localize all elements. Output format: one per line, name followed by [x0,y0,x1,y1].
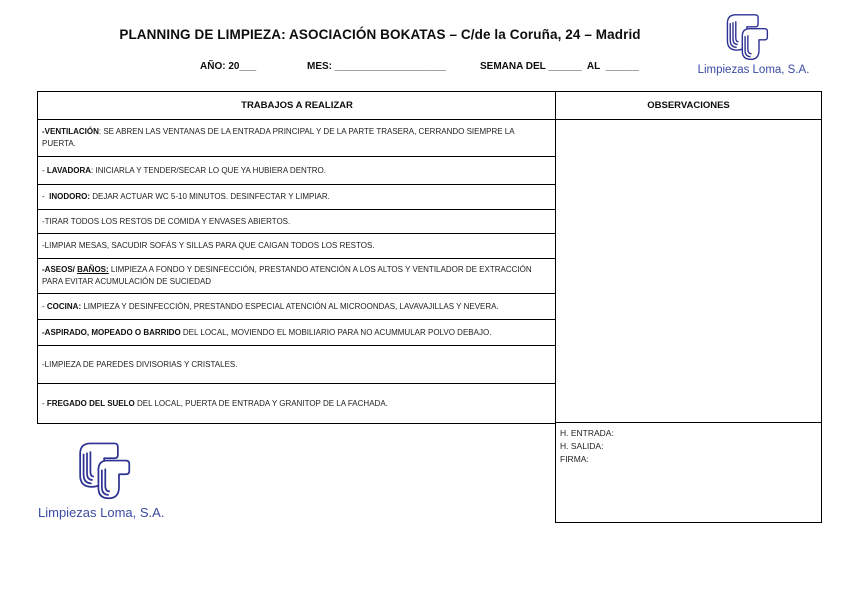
task-row: - FREGADO DEL SUELO DEL LOCAL, PUERTA DE ENTRADA Y GRANITOP DE LA FACHADA. [42,398,388,408]
signoff-line: FIRMA: [560,454,589,464]
company-name: Limpiezas Loma, S.A. [697,64,810,76]
week-field: SEMANA DEL ______ AL ______ [480,61,639,72]
signoff-cell [556,423,821,522]
task-row: - INODORO: DEJAR ACTUAR WC 5-10 MINUTOS. DESINFECTAR Y LIMPIAR. [38,185,556,210]
observations-cell [556,120,821,423]
task-row: -VENTILACIÓN: SE ABREN LAS VENTANAS DE LA ENTRADA PRINCIPAL Y DE LA PARTE TRASERA, CERRANDO SIEMPRE LA PUERTA. [38,120,556,157]
task-row: - LAVADORA: INICIARLA Y TENDER/SECAR LO QUE YA HUBIERA DENTRO. [38,157,556,185]
task-row: -ASEOS/ BAÑOS: LIMPIEZA A FONDO Y DESINFECCIÓN, PRESTANDO ATENCIÓN A LOS ALTOS Y VENTILADOR DE EXTRACCIÓN PARA EVITAR ACUMULACIÓN DE SUCIEDAD [38,259,556,294]
tasks-header: TRABAJOS A REALIZAR [38,92,556,120]
observations-column [555,91,822,523]
task-row: - COCINA: LIMPIEZA Y DESINFECCIÓN, PRESTANDO ESPECIAL ATENCIÓN AL MICROONDAS, LAVAVAJILLAS Y NEVERA. [38,294,556,320]
tasks-table [37,91,556,424]
task-row: -ASPIRADO, MOPEADO O BARRIDO DEL LOCAL, MOVIENDO EL MOBILIARIO PARA NO ACUMMULAR POLVO DEBAJO. [38,320,556,346]
signoff-line: H. ENTRADA: [560,428,614,438]
year-field: AÑO: 20___ [200,61,257,72]
observations-header: OBSERVACIONES [556,92,821,120]
double-l-monogram-icon [707,12,785,64]
month-field: MES: ____________________ [307,61,447,72]
task-row: -LIMPIEZA DE PAREDES DIVISORIAS Y CRISTALES. [38,346,556,384]
page-title: PLANNING DE LIMPIEZA: ASOCIACIÓN BOKATAS – C/de la Coruña, 24 – Madrid [119,27,641,42]
signoff-line: H. SALIDA: [560,441,604,451]
task-row: -LIMPIAR MESAS, SACUDIR SOFÁS Y SILLAS PARA QUE CAIGAN TODOS LOS RESTOS. [38,234,556,259]
company-name-footer: Limpiezas Loma, S.A. [38,505,165,520]
company-logo [707,12,785,64]
company-logo-footer [60,440,146,504]
double-l-monogram-icon [60,440,146,504]
task-row: -TIRAR TODOS LOS RESTOS DE COMIDA Y ENVASES ABIERTOS. [38,210,556,234]
